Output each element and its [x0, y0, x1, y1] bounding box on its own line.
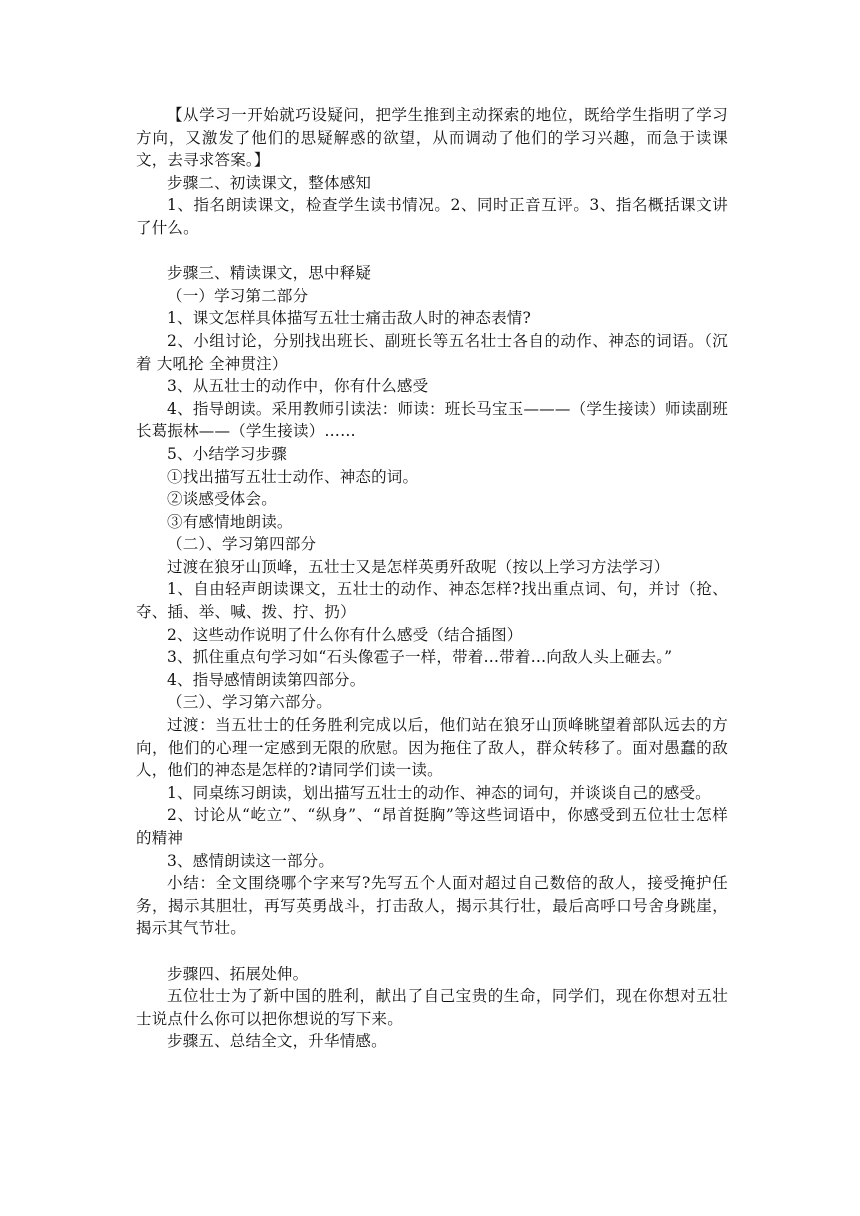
- paragraph-intro-note: 【从学习一开始就巧设疑问，把学生推到主动探索的地位，既给学生指明了学习方向，又激发了他们的思疑解惑的欲望，从而调动了他们的学习兴趣，而急于读课文，去寻求答案。】: [136, 106, 728, 170]
- list-item: ①找出描写五壮士动作、神态的词。: [167, 467, 419, 486]
- list-item: 3、从五壮士的动作中，你有什么感受: [167, 377, 429, 396]
- list-item: 1、同桌练习朗读，划出描写五壮士的动作、神态的词句，并谈谈自己的感受。: [167, 783, 711, 802]
- list-item: 2、这些动作说明了什么你有什么感受（结合插图）: [167, 625, 523, 644]
- paragraph-transition: 过渡在狼牙山顶峰，五壮士又是怎样英勇歼敌呢（按以上学习方法学习）: [167, 557, 670, 576]
- list-item: 4、指导朗读。采用教师引读法：师读：班长马宝玉———（学生接读）师读副班长葛振林——（学生接读）……: [136, 399, 728, 441]
- list-item: 1、课文怎样具体描写五壮士痛击敌人时的神态表情?: [167, 309, 531, 328]
- paragraph-step-four-body: 五位壮士为了新中国的胜利，献出了自己宝贵的生命，同学们，现在你想对五壮士说点什么你可以把你想说的写下来。: [136, 987, 728, 1028]
- subheading-part-four: （二）、学习第四部分: [167, 535, 317, 554]
- subheading-part-six: （三）、学习第六部分。: [167, 693, 332, 712]
- subheading-part-two: （一）学习第二部分: [167, 286, 309, 305]
- list-item: ②谈感受体会。: [167, 490, 277, 509]
- list-item: ③有感情地朗读。: [167, 512, 293, 531]
- list-item: 3、抓住重点句学习如“石头像雹子一样，带着…带着…向敌人头上砸去。”: [167, 648, 673, 667]
- list-item: 2、讨论从“屹立”、“纵身”、“昂首挺胸”等这些词语中，你感受到五位壮士怎样的精神: [136, 806, 728, 847]
- heading-step-two: 步骤二、初读课文，整体感知: [167, 173, 372, 192]
- document-body: [136, 104, 728, 1053]
- paragraph-step-two-body: 1、指名朗读课文，检查学生读书情况。2、同时正音互评。3、指名概括课文讲了什么。: [136, 196, 728, 237]
- list-item: 3、感情朗读这一部分。: [167, 851, 335, 870]
- list-item: 4、指导感情朗读第四部分。: [167, 670, 366, 689]
- list-item: 2、小组讨论，分别找出班长、副班长等五名壮士各自的动作、神态的词语。（沉着 大吼抡 全神贯注）: [136, 331, 728, 373]
- heading-step-four: 步骤四、拓展处伸。: [167, 964, 309, 983]
- heading-step-three: 步骤三、精读课文，思中释疑: [167, 264, 372, 283]
- blank-line: [136, 940, 728, 963]
- paragraph-summary: 小结：全文围绕哪个字来写?先写五个人面对超过自己数倍的敌人，接受掩护任务，揭示其胆壮，再写英勇战斗，打击敌人，揭示其行壮，最后高呼口号舍身跳崖，揭示其气节壮。: [136, 874, 728, 938]
- blank-line: [136, 240, 728, 263]
- paragraph-transition: 过渡：当五壮士的任务胜利完成以后，他们站在狼牙山顶峰眺望着部队远去的方向，他们的心理一定感到无限的欣慰。因为拖住了敌人，群众转移了。面对愚蠢的敌人，他们的神态是怎样的?请同学们读一读。: [136, 716, 728, 780]
- heading-step-five: 步骤五、总结全文，升华情感。: [167, 1032, 387, 1051]
- list-item: 5、小结学习步骤: [167, 444, 287, 463]
- list-item: 1、自由轻声朗读课文，五壮士的动作、神态怎样?找出重点词、句，并讨（抢、夺、插、举、喊、拨、拧、扔）: [136, 580, 728, 622]
